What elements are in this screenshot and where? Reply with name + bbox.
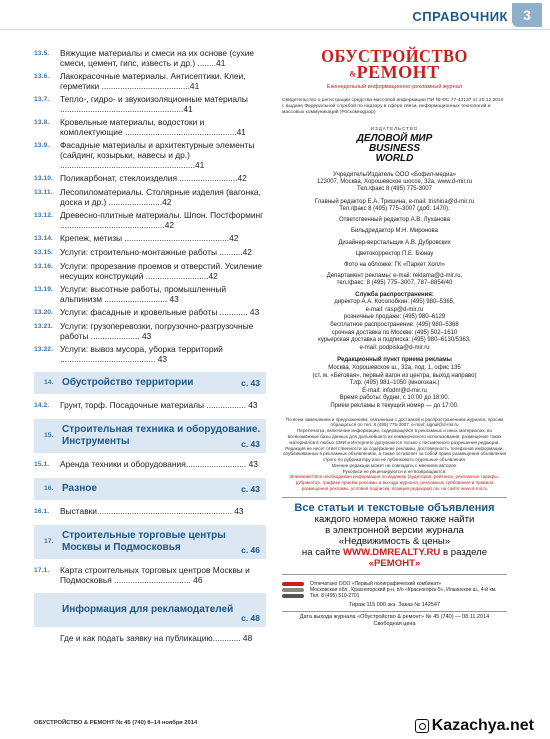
ads-line-1: Все статьи и текстовые объявления <box>294 501 495 514</box>
watermark <box>415 717 534 735</box>
toc-item[interactable] <box>34 117 266 137</box>
toc-item-text: Поликарбонат, стеклоизделия .........................42 <box>60 173 247 183</box>
staff-entry: Департамент рекламы: e-mail: reklama@d-mir.ru, тел./факс: 8 (495) 775–3007, 787–8854/40 <box>326 273 463 287</box>
price-note: Свободная цена <box>373 620 416 627</box>
toc-item-number: 13.14. <box>34 235 53 242</box>
toc-item-text: Услуги: грузоперевозки, погрузочно-разгрузочные работы ..................... 43 <box>60 321 254 341</box>
publisher-logo-line2: BUSINESS WORLD <box>368 142 421 164</box>
section-number: 15. <box>44 432 54 439</box>
toc-item[interactable] <box>34 506 266 517</box>
toc-item-text: Аренда техники и оборудования.......................... 43 <box>60 459 258 469</box>
logo-ampersand: & <box>349 69 357 79</box>
toc-item-number: 15.1. <box>34 461 50 468</box>
section-page: с. 43 <box>241 439 260 449</box>
legal-notice <box>282 417 507 492</box>
section-title: Строительные торговые центры Москвы и Подмосковья <box>62 530 226 553</box>
toc-item[interactable] <box>34 321 266 341</box>
toc-item-number: 13.5. <box>34 50 50 57</box>
legal-notice-warning: Внимание! Вся необходимая информация по изданию (аудитория, рейтинги, рекламные тарифы, рубрикатор, графики приема рекламы и выхода журнала, рекламные требования и правила размещения рекламы, условия подписки, позиция редакции) см. на сайте www.d-mir.ru <box>290 474 499 492</box>
toc-item[interactable] <box>34 633 266 643</box>
page-header <box>0 0 550 30</box>
magazine-logo-line2 <box>282 64 507 82</box>
ad-reception-contacts: Москва, Хорошевское ш., 32а, под. 1, офис 135 (ст. м. «Беговая», первый вагон из центра, выход направо) Т./ф: (495) 981–1050 (многокан.) E-mail: infodm@d-mir.ru Время работы: будни, с 10:00 до 18:00. Прием рекламы в текущий номер — до 17:00. <box>312 364 477 409</box>
toc-item-number: 13.20. <box>34 309 53 316</box>
toc-item[interactable] <box>34 140 266 170</box>
site-link[interactable]: WWW.DMREALTY.RU <box>343 546 441 558</box>
section-header-17[interactable] <box>34 525 266 559</box>
publisher-logo-line1: ДЕЛОВОЙ МИР <box>356 132 433 144</box>
toc-item[interactable] <box>34 187 266 207</box>
toc-item-number: 16.1. <box>34 508 50 515</box>
toc-item[interactable] <box>34 284 266 304</box>
toc-item[interactable] <box>34 94 266 114</box>
divider <box>282 574 507 575</box>
toc-item-text: Кровельные материалы, водостоки и комплектующие ................................................41 <box>60 117 246 137</box>
publisher-logo-caption: ИЗДАТЕЛЬСТВО <box>370 125 419 131</box>
toc-item-number: 13.10. <box>34 175 53 182</box>
staff-entry: Главный редактор Е.А. Тришина, e-mail: trishina@d-mir.ru Тел./факс 8 (495) 775–3007 (доб. 1470). <box>314 198 475 212</box>
toc-item-number: 14.2. <box>34 402 50 409</box>
toc-item-number: 13.7. <box>34 96 50 103</box>
toc-item[interactable] <box>34 307 266 318</box>
distribution-title: Служба распространения: <box>355 291 434 298</box>
toc-item[interactable] <box>34 400 266 411</box>
staff-entry: Бильдредактор М.Н. Миронова <box>351 228 438 235</box>
toc-item[interactable] <box>34 173 266 184</box>
page-footer <box>34 720 197 726</box>
staff-entry: Дизайнер-верстальщик А.В. Дубровских <box>338 239 451 246</box>
footer-text: ОБУСТРОЙСТВО & РЕМОНТ № 45 (740) 8–14 ноября 2014 <box>34 720 198 726</box>
imprint-column <box>282 48 507 628</box>
toc-item-number: 13.21. <box>34 323 53 330</box>
toc-item-number: 13.6. <box>34 73 50 80</box>
toc-item-number: 17.1. <box>34 567 50 574</box>
section-title: Разное <box>62 483 97 494</box>
toc-item[interactable] <box>34 233 266 244</box>
page-number-badge: 3 <box>512 3 542 27</box>
ad-reception-point <box>282 357 507 410</box>
ads-line-4: «Недвижимость & цены» <box>338 535 451 547</box>
section-number: 16. <box>44 485 54 492</box>
toc-item-text: Где и как подать заявку на публикацию............ 48 <box>60 633 253 643</box>
section-title: Строительная техника и оборудование. Инструменты <box>62 424 261 447</box>
ad-reception-title: Редакционный пункт приема рекламы <box>337 357 452 364</box>
toc-item[interactable] <box>34 247 266 258</box>
toc-item-number: 13.12. <box>34 212 53 219</box>
divider <box>282 497 507 498</box>
table-of-contents <box>34 48 266 646</box>
toc-item-text: Услуги: высотные работы, промышленный альпинизм ........................... 43 <box>60 284 227 304</box>
toc-item-text: Лесопиломатериалы. Столярные изделия (вагонка, доска и др.) .......................42 <box>60 187 261 207</box>
section-number: 17. <box>44 538 54 545</box>
watermark-text: Kazachya.net <box>431 717 534 734</box>
section-title: Обустройство территории <box>62 377 194 388</box>
staff-entry: Фото на обложке: ГК «Паркет Холл» <box>344 262 445 268</box>
toc-item-text: Фасадные материалы и архитектурные элементы (сайдинг, козырьки, навесы и др.) ..........................................................41 <box>60 140 255 170</box>
toc-item-number: 13.9. <box>34 142 50 149</box>
toc-item-text: Услуги: прорезание проемов и отверстий. Усиление несущих конструкций ...........................42 <box>60 261 263 281</box>
toc-item-text: Лакокрасочные материалы. Антисептики. Клеи, герметики ......................................41 <box>60 71 246 91</box>
section-page: с. 43 <box>241 378 260 388</box>
printer-info <box>282 581 507 599</box>
toc-item[interactable] <box>34 459 266 470</box>
toc-item[interactable] <box>34 565 266 585</box>
toc-item[interactable] <box>34 261 266 281</box>
ads-text: в разделе <box>443 546 488 558</box>
toc-item-text: Грунт, торф. Посадочные материалы ................. 43 <box>60 400 258 410</box>
printer-logo-icon <box>282 582 304 598</box>
section-page: с. 46 <box>241 545 260 555</box>
watermark-icon <box>415 719 429 733</box>
toc-item-number: 13.11. <box>34 189 53 196</box>
toc-item-text: Карта строительных торговых центров Москвы и Подмосковья ................................. 46 <box>60 565 250 585</box>
toc-item-text: Выставки.......................................................... 43 <box>60 506 244 516</box>
release-date: Дата выхода журнала «Обустройство & ремонт» № 45 (740) — 08.11.2014 <box>282 611 507 621</box>
ads-text: на сайте <box>301 546 341 558</box>
toc-item-text: Тепло-, гидро- и звукоизоляционные материалы .....................................................41 <box>60 94 248 114</box>
staff-entry: Цветокорректор П.Е. Бюнау <box>355 250 434 257</box>
section-number: 14. <box>44 379 54 386</box>
toc-item-text: Услуги: вывоз мусора, уборка территорий ......................................... 43 <box>60 344 223 364</box>
toc-item-number: 13.15. <box>34 249 53 256</box>
staff-entry: Ответственный редактор А.В. Луханова <box>339 217 450 224</box>
toc-item-number: 13.8. <box>34 119 50 126</box>
toc-item-number: 13.19. <box>34 286 53 293</box>
section-header-14[interactable] <box>34 372 266 394</box>
online-ads-promo <box>282 503 507 569</box>
toc-item[interactable] <box>34 210 266 230</box>
section-header-15[interactable] <box>34 419 266 453</box>
print-run: Тираж 115 000 экз. Заказ № 142547 <box>348 601 441 608</box>
section-header-16[interactable] <box>34 478 266 500</box>
section-page: с. 48 <box>241 613 260 623</box>
magazine-logo-line1: ОБУСТРОЙСТВО <box>321 46 468 66</box>
toc-item[interactable] <box>34 48 266 68</box>
publisher-info: Учредитель/Издатель ООО «Бофил-медиа» 123007, Москва, Хорошевское шоссе, 32а, www.d-mir.ru Тел./факс 8 (495) 775-3007 <box>316 171 473 192</box>
header-title: СПРАВОЧНИК <box>412 9 508 24</box>
toc-item-text: Древесно-плитные материалы. Шпон. Постформинг .............................................42 <box>60 210 264 230</box>
section-link[interactable]: «РЕМОНТ» <box>368 557 421 569</box>
printer-text: Отпечатано ООО «Первый полиграфический комбинат» Московская обл., Красногорский р-н, п/о «Красногорск-5», Ильинское ш., 4-й км. Тел. 8 (495) 510-2701 <box>310 580 497 599</box>
section-header-info[interactable] <box>34 593 266 627</box>
staff-list <box>282 199 507 288</box>
legal-notice-text: По всем замечаниям и предложениям, связанным с доставкой и распространением журнала, просим обращаться по тел. 8 (495) 775-3007, e-mail: signal@d-mir.ru Перепечатка, включение информации, содержащейся в рекламных и иных материалах, во всевозможные базы данных для дальнейшего их коммерческого использования, размещение таких материалов в любых СМИ и Интернете допускаются только с письменного разрешения редакции. Редакция не несет ответственности за содержание рекламы, достоверность телефонов информации, опубликованных в рекламных объявлениях, а также оставляет за собой право размещения объявления строго по рубрикатору или не публиковать отдельные объявления. Мнение редакции может не совпадать с мнением авторов. Рукописи не рецензируются и не возвращаются. <box>282 416 507 474</box>
toc-item-text: Услуги: фасадные и кровельные работы ............ 43 <box>60 307 260 317</box>
logo-word: РЕМОНТ <box>356 62 440 82</box>
registration-text: Свидетельство о регистрации средства массовой информации ПИ № ФС 77-43137 от 20.12.2010 г. выдано Федеральной службой по надзору в сфере связи, информационных технологий и массовых коммуникаций (Роскомнадзор) <box>282 97 504 115</box>
toc-item-number: 13.16. <box>34 263 53 270</box>
distribution-contacts: директор А.А. Косолобкин: (495) 980–5365, e-mail: rasp@d-mir.ru розничные продажи: (495) 980–6129 бесплатное распространение: (495) 980–5368 срочная доставка по Москве: (495) 502–1610 курьерская доставка и подписка: (495) 980–6130/5363, e-mail: podpiska@d-mir.ru <box>318 299 471 351</box>
section-title: Информация для рекламодателей <box>62 604 234 615</box>
ads-line-3: в электронной версии журнала <box>325 524 464 536</box>
ads-line-2: каждого номера можно также найти <box>314 513 475 525</box>
magazine-tagline: Еженедельный информационно-рекламный журнал <box>326 84 463 91</box>
toc-item[interactable] <box>34 344 266 364</box>
distribution-service <box>282 292 507 353</box>
toc-item-text: Вяжущие материалы и смеси на их основе (сухие смеси, цемент, гипс, известь и др.) ........41 <box>60 48 255 68</box>
toc-item[interactable] <box>34 71 266 91</box>
ads-line-5 <box>282 547 507 569</box>
toc-item-number <box>34 633 60 643</box>
section-page: с. 43 <box>241 484 260 494</box>
publisher-logo <box>356 124 434 164</box>
toc-item-number: 13.22. <box>34 346 53 353</box>
toc-item-text: Услуги: строительно-монтажные работы ..........42 <box>60 247 252 257</box>
toc-item-text: Крепеж, метизы .............................................42 <box>60 233 239 243</box>
